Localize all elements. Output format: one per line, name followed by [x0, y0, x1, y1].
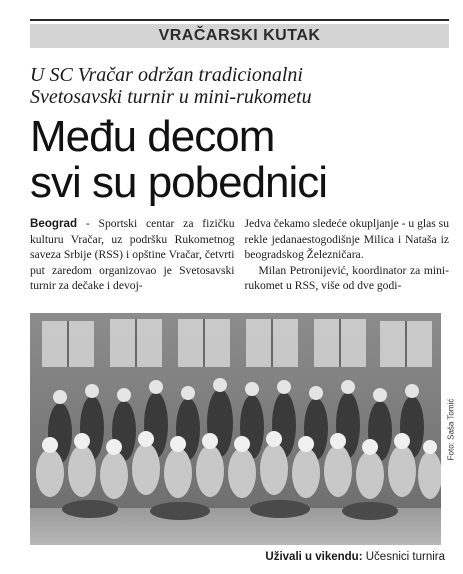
body-column-2 [245, 216, 450, 312]
group-photo-illustration [30, 313, 441, 545]
headline-line-1: Među decom [30, 112, 275, 161]
body-paragraph [30, 216, 235, 294]
headline-line-2: svi su pobednici [30, 158, 328, 207]
body-text: - Sportski centar za fizičku kulturu Vračar, uz podršku Rukometnog saveza Srbije (RSS) i opštine Vračar, četvrti put zaredom organizovao je Svetosavski turnir za dečake i devoj- [30, 217, 235, 292]
article-photo [30, 313, 441, 545]
article-kicker [30, 64, 449, 108]
article-body [30, 216, 449, 312]
top-rule [30, 19, 449, 21]
section-title: VRAČARSKI KUTAK [158, 27, 321, 44]
caption-text: Učesnici turnira [362, 551, 445, 563]
caption-lead: Uživali u vikendu: [265, 551, 363, 563]
kicker-line-2: Svetosavski turnir u mini-rukometu [30, 86, 312, 108]
body-paragraph: Jedva čekamo sledeće okupljanje - u glas su rekle jedanaestogodišnje Milica i Nataša iz beogradskog Železničara. [244, 217, 449, 261]
kicker-line-1: U SC Vračar održan tradicionalni [30, 64, 303, 86]
photo-credit [444, 313, 458, 545]
body-paragraph: Milan Petronijević, koordinator za mini-rukomet u RSS, više od dve godi- [244, 263, 449, 292]
dateline: Beograd [30, 217, 78, 230]
article-headline [30, 114, 449, 206]
section-header [30, 24, 449, 48]
photo-caption [265, 551, 445, 563]
body-column-1 [30, 216, 235, 312]
photo-credit-text: Foto: Saša Tomić [446, 398, 456, 460]
